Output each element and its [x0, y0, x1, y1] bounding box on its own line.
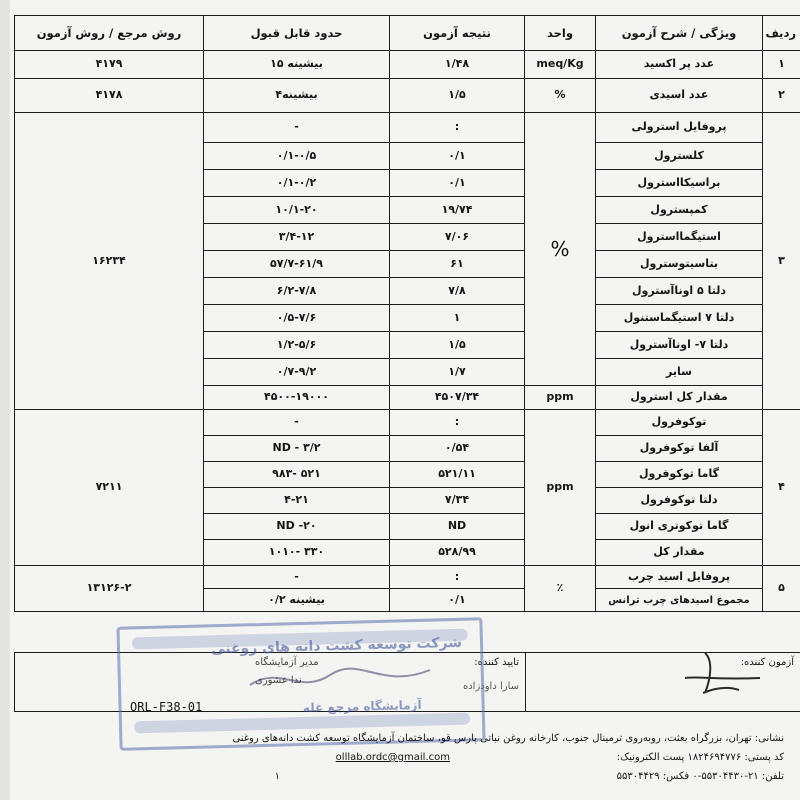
limit-cell: ۵۷/۷-۶۱/۹ — [204, 251, 390, 278]
method-cell: ۱۶۲۳۴ — [15, 113, 204, 410]
limit-cell: ۰/۱-۰/۲ — [204, 170, 390, 197]
stamp-line — [134, 713, 470, 734]
result-cell: : — [390, 410, 525, 436]
approver-label: تایید کننده: — [474, 657, 519, 668]
limit-cell: - — [204, 566, 390, 589]
header-limit: حدود قابل قبول — [204, 16, 390, 51]
stamp-subtitle: آزمایشگاه مرجع غله — [302, 697, 422, 715]
tester-signature-icon — [665, 648, 775, 703]
result-cell: ۴۵۰۷/۳۴ — [390, 386, 525, 410]
result-cell: ۱ — [390, 305, 525, 332]
result-cell: ۷/۰۶ — [390, 224, 525, 251]
method-cell: ۴۱۷۹ — [15, 51, 204, 79]
property-cell: سایر — [596, 359, 763, 386]
property-cell: براسیکااسترول — [596, 170, 763, 197]
footer-address: نشانی: تهران، بزرگراه بعثت، روبه‌روی ترمینال جنوب، کارخانه روغن نباتی پارس قو، ساختمان آزمایشگاه توسعه کشت دانه‌های روغنی — [232, 733, 784, 744]
row-number: ۱ — [763, 51, 800, 79]
unit-cell: meq/Kg — [525, 51, 596, 79]
limit-cell: ۴-۲۱ — [204, 488, 390, 514]
limit-cell: ND -۲۰ — [204, 514, 390, 540]
property-cell: کلسترول — [596, 143, 763, 170]
table-row — [15, 51, 800, 79]
unit-cell: ppm — [525, 410, 596, 566]
limit-cell: ۰/۵-۷/۶ — [204, 305, 390, 332]
manager-name: ندا عشوری — [255, 675, 302, 686]
property-cell: پروفایل اسید چرب — [596, 566, 763, 589]
table-row — [15, 410, 800, 436]
limit-cell: ۵۲۱ -۹۸۳ — [204, 462, 390, 488]
table-row — [15, 79, 800, 113]
result-cell: ۱/۵ — [390, 332, 525, 359]
property-cell: دلتا ۵ اوناآسترول — [596, 278, 763, 305]
limit-cell: ۴۵۰۰-۱۹۰۰۰ — [204, 386, 390, 410]
stamp-title: شرکت توسعه کشت دانه های روغنی — [210, 634, 463, 658]
page-number: ۱ — [274, 771, 280, 782]
table-header-row — [15, 16, 800, 51]
limit-cell: ۰/۷-۹/۲ — [204, 359, 390, 386]
result-cell: ۰/۵۴ — [390, 436, 525, 462]
property-cell: پروفایل استرولی — [596, 113, 763, 143]
header-row-no: ردیف — [763, 16, 800, 51]
property-cell: بتاسیتوسترول — [596, 251, 763, 278]
result-cell: ۵۲۱/۱۱ — [390, 462, 525, 488]
method-cell: ۱۳۱۲۶-۲ — [15, 566, 204, 612]
limit-cell: - — [204, 113, 390, 143]
result-cell: ۱/۵ — [390, 79, 525, 113]
limit-cell: بیشینه۴ — [204, 79, 390, 113]
property-cell: عدد پر اکسید — [596, 51, 763, 79]
results-table — [14, 15, 800, 612]
footer-phone: تلفن: ۲۱-۵۵۳۰۴۴۳۰-۰ فکس: ۵۵۳۰۴۴۲۹ — [616, 771, 784, 782]
table-row — [15, 113, 800, 143]
property-cell: مقدار کل استرول — [596, 386, 763, 410]
table-row — [15, 566, 800, 589]
result-cell: ۰/۱ — [390, 589, 525, 612]
unit-cell: % — [525, 113, 596, 386]
method-cell: ۴۱۷۸ — [15, 79, 204, 113]
approver-name: سارا داودزاده — [462, 681, 519, 692]
row-number: ۴ — [763, 410, 800, 566]
result-cell: : — [390, 566, 525, 589]
limit-cell: ND - ۳/۲ — [204, 436, 390, 462]
row-number: ۲ — [763, 79, 800, 113]
result-cell: ND — [390, 514, 525, 540]
footer-postal: کد پستی: ۱۸۲۴۶۹۴۷۷۶ پست الکترونیک: — [616, 752, 784, 763]
form-code: ORL-F38-01 — [130, 700, 203, 714]
property-cell: عدد اسیدی — [596, 79, 763, 113]
property-cell: گاما توکوفرول — [596, 462, 763, 488]
limit-cell: ۰/۱-۰/۵ — [204, 143, 390, 170]
limit-cell: بیشینه ۰/۲ — [204, 589, 390, 612]
result-cell: ۰/۱ — [390, 143, 525, 170]
limit-cell: ۳۳۰ -۱۰۱۰ — [204, 540, 390, 566]
result-cell: ۱۹/۷۴ — [390, 197, 525, 224]
property-cell: گاما توکوتری انول — [596, 514, 763, 540]
property-cell: دلتا ۷ استیگماستنول — [596, 305, 763, 332]
result-cell: ۷/۳۴ — [390, 488, 525, 514]
unit-cell: % — [525, 79, 596, 113]
property-cell: توکوفرول — [596, 410, 763, 436]
property-cell: کمپسترول — [596, 197, 763, 224]
row-number: ۳ — [763, 113, 800, 410]
header-result: نتیجه آزمون — [390, 16, 525, 51]
header-unit: واحد — [525, 16, 596, 51]
row-number: ۵ — [763, 566, 800, 612]
limit-cell: ۱/۲-۵/۶ — [204, 332, 390, 359]
property-cell: دلتا ۷- اوناآسترول — [596, 332, 763, 359]
method-cell: ۷۲۱۱ — [15, 410, 204, 566]
result-cell: ۱/۴۸ — [390, 51, 525, 79]
property-cell: دلتا توکوفرول — [596, 488, 763, 514]
limit-cell: ۱۰/۱-۲۰ — [204, 197, 390, 224]
limit-cell: ۶/۲-۷/۸ — [204, 278, 390, 305]
header-method: روش مرجع / روش آزمون — [15, 16, 204, 51]
property-cell: مقدار کل — [596, 540, 763, 566]
result-cell: ۵۲۸/۹۹ — [390, 540, 525, 566]
tester-label: آزمون کننده: — [740, 657, 794, 668]
property-cell: مجموع اسیدهای چرب ترانس — [596, 589, 763, 612]
manager-signature-icon — [240, 655, 440, 700]
result-cell: ۱/۷ — [390, 359, 525, 386]
result-cell: ۰/۱ — [390, 170, 525, 197]
limit-cell: بیشینه ۱۵ — [204, 51, 390, 79]
limit-cell: - — [204, 410, 390, 436]
limit-cell: ۳/۴-۱۲ — [204, 224, 390, 251]
unit-cell: ppm — [525, 386, 596, 410]
result-cell: ۶۱ — [390, 251, 525, 278]
footer-email[interactable]: olllab.ordc@gmail.com — [335, 752, 450, 763]
property-cell: آلفا توکوفرول — [596, 436, 763, 462]
result-cell: : — [390, 113, 525, 143]
header-property: ویژگی / شرح آزمون — [596, 16, 763, 51]
manager-label: مدیر آزمایشگاه — [255, 657, 319, 668]
scan-edge — [0, 0, 10, 800]
property-cell: استیگمااسترول — [596, 224, 763, 251]
unit-cell: ٪ — [525, 566, 596, 612]
result-cell: ۷/۸ — [390, 278, 525, 305]
